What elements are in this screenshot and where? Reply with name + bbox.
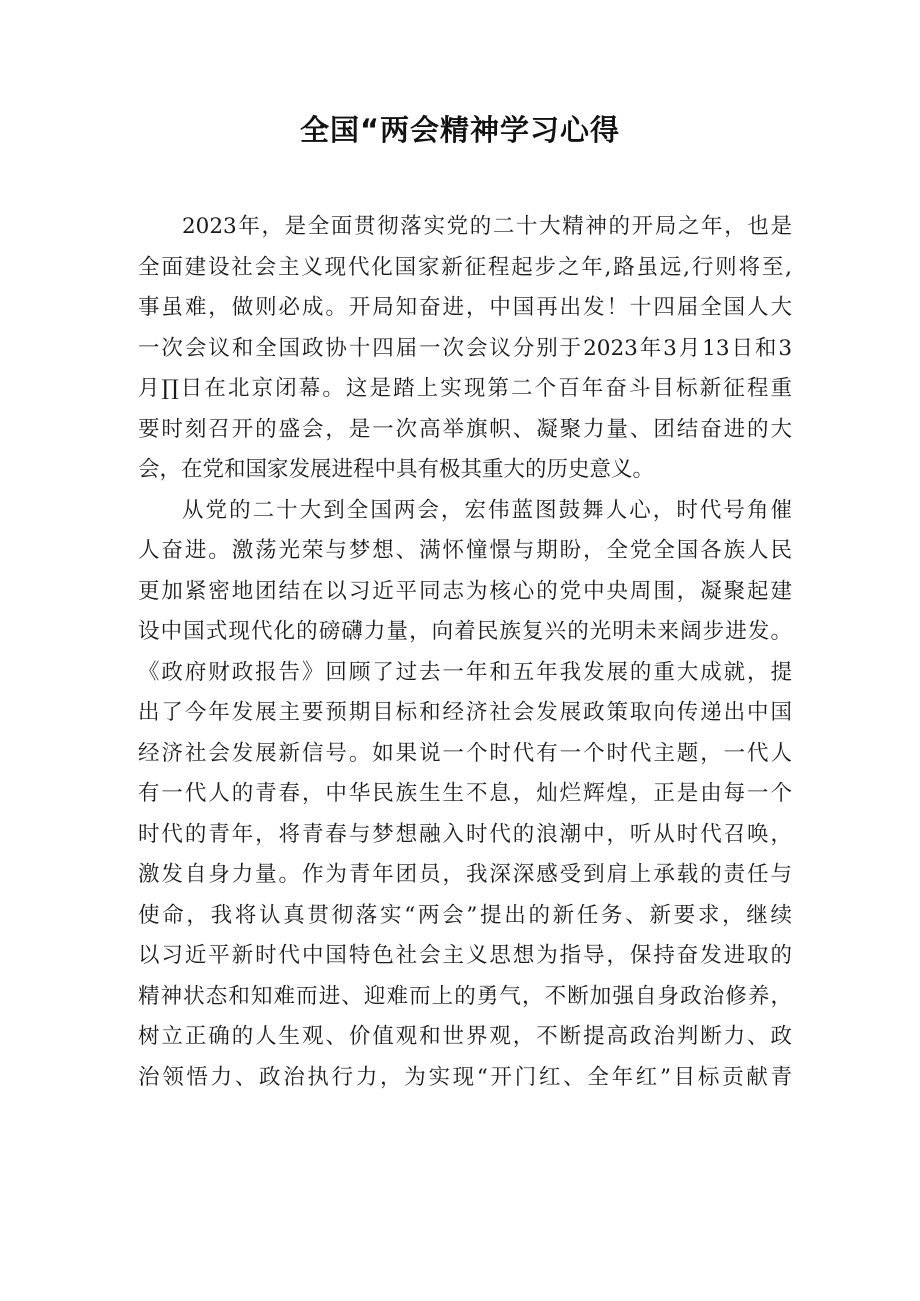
paragraph-2: [138, 491, 792, 1099]
paragraph-line: 会，在党和国家发展进程中具有极其重大的历史意义。: [138, 457, 655, 482]
paragraph-line: 激发自身力量。作为青年团员，我深深感受到肩上承载的责任与: [138, 862, 792, 887]
paragraph-1: [138, 207, 792, 491]
paragraph-line: 要时刻召开的盛会，是一次高举旗帜、凝聚力量、团结奋进的大: [138, 416, 792, 442]
paragraph-line: 月∏日在北京闭幕。这是踏上实现第二个百年奋斗目标新征程重: [138, 376, 792, 401]
paragraph-line: 治领悟力、政治执行力，为实现“开门红、全年红”目标贡献青: [138, 1064, 792, 1090]
paragraph-line: 使命，我将认真贯彻落实“两会”提出的新任务、新要求，继续: [138, 902, 792, 928]
document-body: [138, 207, 792, 1098]
paragraph-line: 设中国式现代化的磅礴力量，向着民族复兴的光明未来阔步进发。: [138, 619, 792, 644]
paragraph-line: 经济社会发展新信号。如果说一个时代有一个时代主题，一代人: [138, 740, 792, 766]
paragraph-line: 《政府财政报告》回顾了过去一年和五年我发展的重大成就，提: [138, 659, 792, 685]
paragraph-line: 树立正确的人生观、价值观和世界观，不断提高政治判断力、政: [138, 1024, 792, 1049]
paragraph-line: 时代的青年，将青春与梦想融入时代的浪潮中，听从时代召唤，: [138, 821, 792, 847]
paragraph-line: 有一代人的青春，中华民族生生不息，灿烂辉煌，正是由每一个: [138, 781, 792, 806]
document-title: 全国“两会精神学习心得: [299, 113, 621, 147]
paragraph-line: 出了今年发展主要预期目标和经济社会发展政策取向传递出中国: [138, 700, 792, 725]
paragraph-line: 从党的二十大到全国两会，宏伟蓝图鼓舞人心，时代号角催: [182, 497, 792, 523]
paragraph-line: 2023年，是全面贯彻落实党的二十大精神的开局之年，也是: [182, 214, 792, 239]
paragraph-line: 精神状态和知难而进、迎难而上的勇气，不断加强自身政治修养，: [138, 983, 792, 1009]
paragraph-line: 全面建设社会主义现代化国家新征程起步之年,路虽远,行则将至,: [138, 254, 792, 280]
paragraph-line: 人奋进。激荡光荣与梦想、满怀憧憬与期盼，全党全国各族人民: [138, 538, 792, 563]
paragraph-line: 以习近平新时代中国特色社会主义思想为指导，保持奋发进取的: [138, 943, 792, 968]
paragraph-line: 一次会议和全国政协十四届一次会议分别于2023年3月13日和3: [138, 335, 792, 361]
paragraph-line: 更加紧密地团结在以习近平同志为核心的党中央周围，凝聚起建: [138, 578, 792, 604]
paragraph-line: 事虽难，做则必成。开局知奋进，中国再出发！十四届全国人大: [138, 295, 792, 320]
